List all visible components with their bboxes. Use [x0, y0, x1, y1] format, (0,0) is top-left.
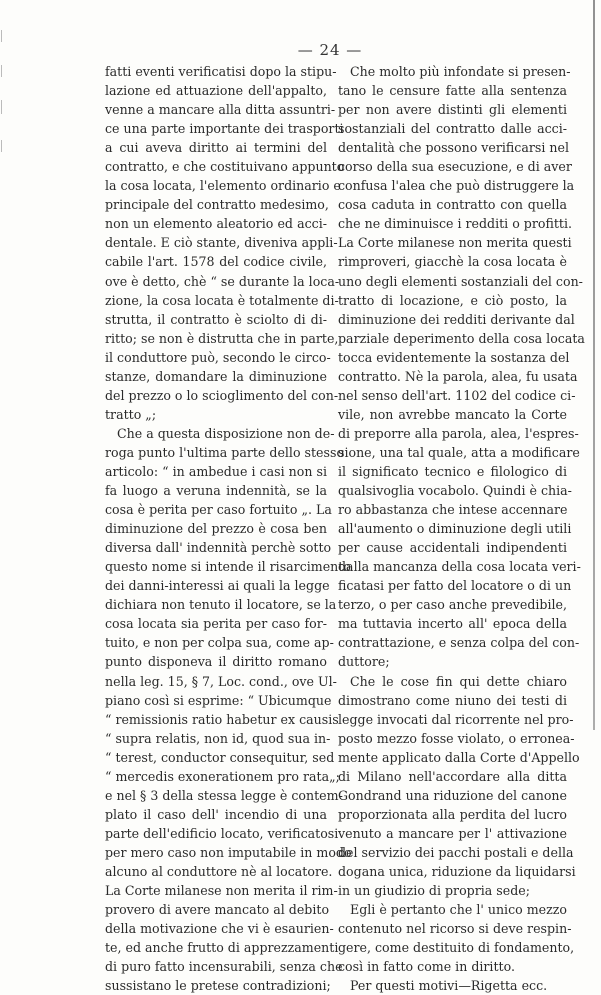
- text-line: non un elemento aleatorio ed acci-: [105, 216, 327, 232]
- text-line: Per questi motivi—Rigetta ecc.: [350, 978, 548, 994]
- text-line: ficatasi per fatto del locatore o di un: [338, 578, 572, 594]
- text-line: sione, una tal quale, atta a modificare: [338, 444, 580, 460]
- right-column: [338, 62, 585, 995]
- text-line: venne a mancare alla ditta assuntri-: [105, 102, 336, 118]
- text-line: La Corte milanese non merita questi: [338, 235, 572, 251]
- text-line: tratto di locazione, e ciò posto, la: [338, 292, 567, 308]
- text-line: per non avere distinti gli elementi: [338, 102, 567, 118]
- text-line: questo nome si intende il risarcimento: [105, 559, 351, 575]
- text-line: di puro fatto incensurabili, senza che: [105, 959, 343, 975]
- margin-mark: [1, 100, 2, 114]
- text-line: dalla mancanza della cosa locata veri-: [338, 559, 581, 575]
- text-line: articolo: “ in ambedue i casi non si: [105, 463, 327, 479]
- text-line: parziale deperimento della cosa locata: [338, 330, 585, 346]
- text-line: all'aumento o diminuzione degli utili: [338, 521, 572, 537]
- text-line: plato il caso dell' incendio di una: [105, 806, 327, 822]
- text-line: dichiara non tenuto il locatore, se la: [105, 597, 337, 613]
- text-line: cosa locata sia perita per caso for-: [105, 616, 327, 632]
- text-line: dogana unica, riduzione da liquidarsi: [338, 863, 576, 879]
- text-line: terzo, o per caso anche prevedibile,: [338, 597, 567, 613]
- text-line: venuto a mancare per l' attivazione: [338, 825, 567, 841]
- text-line: ce una parte importante dei trasporti: [105, 121, 344, 137]
- text-line: cabile l'art. 1578 del codice civile,: [105, 254, 327, 270]
- margin-mark: [1, 65, 2, 77]
- text-line: cosa caduta in contratto con quella: [338, 197, 567, 213]
- text-line: nella leg. 15, § 7, Loc. cond., ove Ul-: [105, 673, 337, 689]
- text-line: “ terest, conductor consequitur, sed: [105, 749, 335, 765]
- text-line: mente applicato dalla Corte d'Appello: [338, 749, 580, 765]
- page-number: — 24 —: [297, 41, 363, 59]
- text-line: sussistano le pretese contradizioni;: [105, 978, 331, 994]
- text-line: Che le cose fin qui dette chiaro: [350, 673, 567, 689]
- text-line: proporzionata alla perdita del lucro: [338, 806, 567, 822]
- text-line: La Corte milanese non merita il rim-: [105, 883, 338, 899]
- text-line: ritto; se non è distrutta che in parte,: [105, 330, 339, 346]
- text-line: sostanziali del contratto dalle acci-: [338, 121, 567, 137]
- text-line: ro abbastanza che intese accennare: [338, 502, 568, 518]
- text-line: parte dell'edificio locato, verificatosi: [105, 825, 339, 841]
- text-line: legge invocati dal ricorrente nel pro-: [338, 711, 574, 727]
- text-line: della motivazione che vi è esaurien-: [105, 921, 334, 937]
- text-line: rimproveri, giacchè la cosa locata è: [338, 254, 567, 270]
- text-line: tano le censure fatte alla sentenza: [338, 83, 567, 99]
- text-line: nel senso dell'art. 1102 del codice ci-: [338, 387, 576, 403]
- text-line: in un giudizio di propria sede;: [338, 883, 530, 899]
- text-line: la cosa locata, l'elemento ordinario e: [105, 178, 341, 194]
- text-line: dei danni-interessi ai quali la legge: [105, 578, 330, 594]
- text-line: il significato tecnico e filologico di: [338, 463, 567, 479]
- text-line: dentalità che possono verificarsi nel: [338, 140, 569, 156]
- text-line: così in fatto come in diritto.: [338, 959, 515, 975]
- text-line: roga punto l'ultima parte dello stesso: [105, 444, 345, 460]
- text-line: provero di avere mancato al debito: [105, 902, 330, 918]
- text-line: il conduttore può, secondo le circo-: [105, 349, 331, 365]
- text-line: diversa dall' indennità perchè sotto: [105, 540, 332, 556]
- margin-mark: [1, 140, 2, 152]
- text-line: tratto „;: [105, 406, 157, 422]
- text-line: Che a questa disposizione non de-: [117, 425, 335, 441]
- text-line: gere, come destituito di fondamento,: [338, 940, 575, 956]
- text-line: posto mezzo fosse violato, o erronea-: [338, 730, 575, 746]
- text-line: contratto. Nè la parola, alea, fu usata: [338, 368, 578, 384]
- text-line: fatti eventi verificatisi dopo la stipu-: [105, 64, 337, 79]
- text-line: a cui aveva diritto ai termini del: [105, 140, 327, 156]
- text-line: tocca evidentemente la sostanza del: [338, 349, 570, 365]
- text-line: dentale. E ciò stante, diveniva appli-: [105, 235, 338, 251]
- text-line: per cause accidentali indipendenti: [338, 540, 567, 556]
- text-line: ma tuttavia incerto all' epoca della: [338, 616, 567, 632]
- text-line: Che molto più infondate si presen-: [350, 64, 571, 79]
- text-line: duttore;: [338, 654, 390, 670]
- text-line: contenuto nel ricorso si deve respin-: [338, 921, 572, 937]
- text-line: per mero caso non imputabile in modo: [105, 844, 352, 860]
- text-line: contratto, e che costituivano appunto: [105, 159, 345, 175]
- text-line: strutta, il contratto è sciolto di di-: [105, 311, 327, 327]
- text-line: “ remissionis ratio habetur ex causis: [105, 711, 339, 727]
- text-line: di preporre alla parola, alea, l'espres-: [338, 425, 579, 441]
- text-line: “ mercedis exonerationem pro rata„;: [105, 768, 340, 784]
- text-line: uno degli elementi sostanziali del con-: [338, 273, 583, 289]
- text-line: confusa l'alea che può distruggere la: [338, 178, 575, 194]
- text-line: dimostrano come niuno dei testi di: [338, 692, 567, 708]
- text-line: te, ed anche frutto di apprezzamenti: [105, 940, 339, 956]
- text-line: che ne diminuisce i redditi o profitti.: [338, 216, 573, 232]
- text-line: tuito, e non per colpa sua, come ap-: [105, 635, 334, 651]
- text-line: stanze, domandare la diminuzione: [105, 368, 327, 384]
- text-line: piano così si esprime: “ Ubicumque: [105, 692, 332, 708]
- text-line: punto disponeva il diritto romano: [105, 654, 327, 670]
- text-line: cosa è perita per caso fortuito „. La: [105, 502, 332, 518]
- left-column: [105, 62, 352, 995]
- text-line: diminuzione dei redditi derivante dal: [338, 311, 575, 327]
- text-line: diminuzione del prezzo è cosa ben: [105, 521, 327, 537]
- text-line: vile, non avrebbe mancato la Corte: [338, 406, 567, 422]
- text-line: fa luogo a veruna indennità, se la: [105, 483, 327, 499]
- text-line: Egli è pertanto che l' unico mezzo: [350, 902, 567, 918]
- page-edge-line: [593, 0, 595, 730]
- text-line: corso della sua esecuzione, e di aver: [338, 159, 572, 175]
- text-line: e nel § 3 della stessa legge è contem-: [105, 787, 343, 803]
- text-line: del prezzo o lo scioglimento del con-: [105, 387, 339, 403]
- text-line: “ supra relatis, non id, quod sua in-: [105, 730, 331, 746]
- text-line: principale del contratto medesimo,: [105, 197, 329, 213]
- text-line: di Milano nell'accordare alla ditta: [338, 768, 567, 784]
- text-line: Gondrand una riduzione del canone: [338, 787, 567, 803]
- text-line: ove è detto, chè “ se durante la loca-: [105, 273, 340, 289]
- text-line: lazione ed attuazione dell'appalto,: [105, 83, 327, 99]
- text-line: del servizio dei pacchi postali e della: [338, 844, 574, 860]
- text-line: alcuno al conduttore nè al locatore.: [105, 863, 333, 879]
- text-line: contrattazione, e senza colpa del con-: [338, 635, 580, 651]
- text-line: qualsivoglia vocabolo. Quindi è chia-: [338, 483, 572, 499]
- text-line: zione, la cosa locata è totalmente di-: [105, 292, 339, 308]
